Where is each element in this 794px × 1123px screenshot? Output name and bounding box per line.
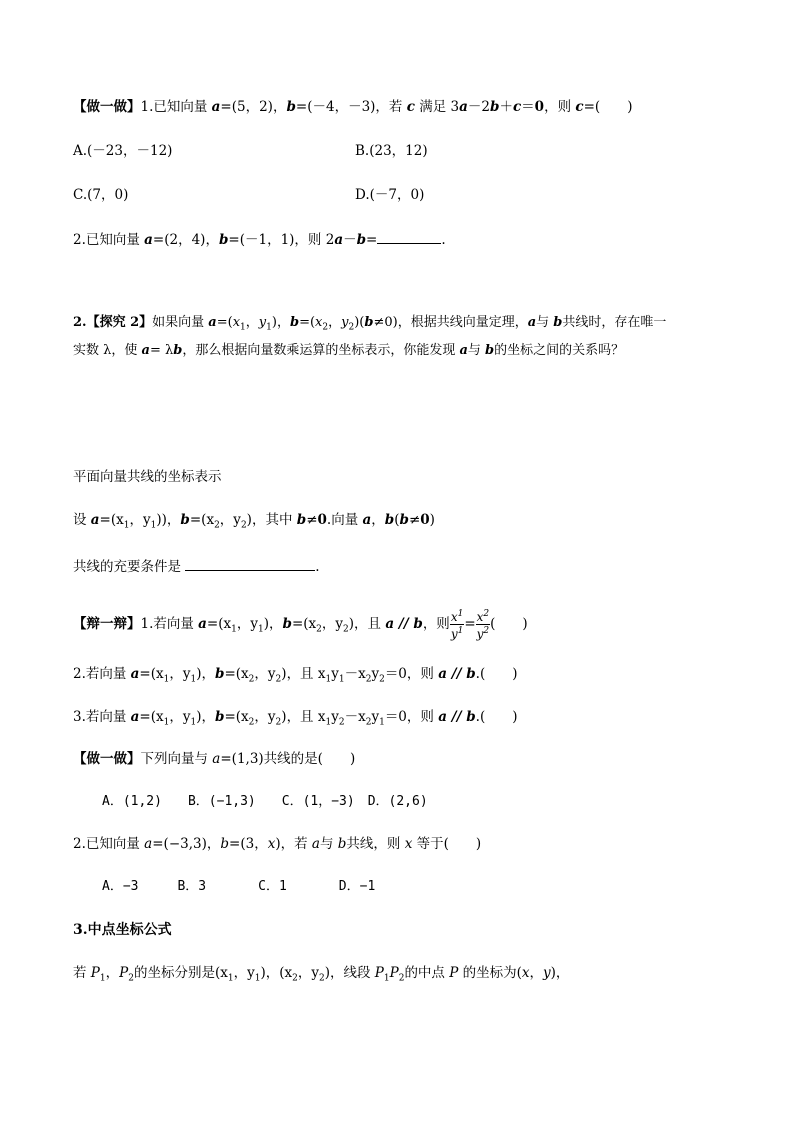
explore-line-1: 2.【探究 2】如果向量 $a=(x_1$，$y_1$)，$b=(x_2$，$y_2)(b\ne 0)$，根据共线向量定理，a与 b共线时，存在唯一 — [73, 315, 667, 333]
question-do2: 2.已知向量 a=(2，4)，b=(－1，1)，则 2a－b= . — [73, 229, 446, 250]
do-tag-2: 【做一做】 — [73, 751, 141, 767]
option-c: C.(7，0) — [73, 187, 129, 203]
midpoint-statement: 若 $P_1$，$P_2$的坐标分别是($x_1$，$y_1$)，($x_2$，$y_2$)，线段 $P_1P_2$的中点 P 的坐标为(x，y)， — [73, 965, 570, 984]
do-tag: 【做一做】 — [73, 99, 141, 115]
explore-line-2: 实数 λ，使 a= λb，那么根据向量数乘运算的坐标表示，你能发现 a与 b的坐标之间的关系吗？ — [73, 343, 625, 358]
question-do3: 【做一做】下列向量与 a=(1,3)共线的是( ) — [73, 751, 356, 767]
fraction-x1-y1: $\frac{x^1}{y^1}$ — [450, 609, 464, 641]
collinear-condition: 共线的充要条件是 . — [73, 556, 320, 577]
do4-options: A．−3 B．3 C．1 D．−1 — [102, 879, 376, 894]
midpoint-title: 3.中点坐标公式 — [73, 922, 172, 938]
option-d: D.(－7，0) — [355, 187, 425, 203]
judge-q2: 2.若向量 $a=(x_1$，$y_1$)，$b=(x_2$，$y_2$)，且 $x_1y_1-x_2y_2=0$，则 a // b.( ) — [73, 666, 518, 685]
condition-blank[interactable] — [185, 556, 315, 571]
question-do1: 【做一做】1.已知向量 a=(5，2)，b=(－4，－3)，若 c 满足 3a－2b＋c＝0，则 c=( ) — [73, 99, 633, 115]
question-do4: 2.已知向量 a=(−3,3)，b=(3，x)，若 a与 b共线，则 x 等于( ) — [73, 836, 482, 852]
collinear-statement: 设 $a=(x_1$，$y_1$))，$b=(x_2$，$y_2$)，其中 b≠0.向量 a，b(b≠0) — [73, 512, 435, 531]
fraction-x2-y2: $\frac{x^2}{y^2}$ — [476, 609, 490, 641]
answer-blank[interactable] — [377, 229, 441, 244]
do3-options: A．(1,2) B．(−1,3) C．(1，−3) D．(2,6) — [102, 794, 428, 809]
judge-q1: 【辩一辩】1.若向量 $a=(x_1$，$y_1$)，$b=(x_2$，$y_2$)，且 a // b，则 $\frac{x^1}{y^1}$ = $\frac{x^2}{y^2}$ ( ) — [73, 609, 528, 641]
judge-tag: 【辩一辩】 — [73, 616, 141, 632]
judge-q3: 3.若向量 $a=(x_1$，$y_1$)，$b=(x_2$，$y_2$)，且 $x_1y_2-x_2y_1=0$，则 a // b.( ) — [73, 709, 518, 728]
option-b: B.(23，12) — [355, 143, 428, 159]
option-a: A.(－23，－12) — [73, 143, 173, 159]
collinear-title: 平面向量共线的坐标表示 — [73, 469, 222, 485]
explore-heading: 2.【探究 2】 — [73, 315, 153, 330]
